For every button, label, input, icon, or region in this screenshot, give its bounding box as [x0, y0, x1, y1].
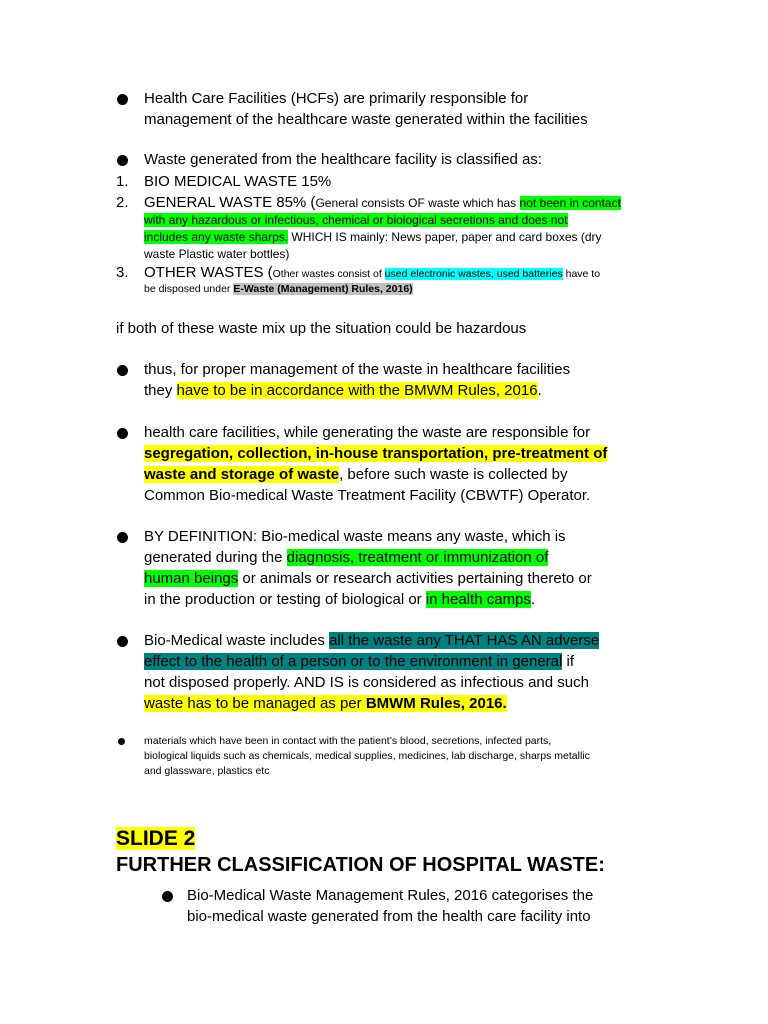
- definition-line-3: [144, 568, 592, 589]
- general-waste-label: GENERAL WASTE 85% (: [144, 194, 316, 211]
- list-item-bio-medical: BIO MEDICAL WASTE 15%: [144, 173, 332, 190]
- text: .: [530, 591, 536, 608]
- includes-line-3: not disposed properly. AND IS is considered as infectious and such: [144, 674, 589, 691]
- slide-label: [116, 826, 195, 852]
- general-waste-desc: WHICH IS mainly: News paper, paper and card boxes (dry: [288, 230, 602, 244]
- materials-line-3: and glassware, plastics etc: [144, 765, 270, 777]
- management-line-1: thus, for proper management of the waste in healthcare facilities: [144, 361, 571, 378]
- management-line-2: [144, 380, 542, 401]
- list-number-2: 2.: [116, 194, 129, 211]
- text: they: [144, 382, 177, 399]
- general-waste-desc: General consists OF waste which has: [315, 196, 520, 210]
- includes-line-2: [144, 651, 574, 672]
- responsibility-line-4: Common Bio-medical Waste Treatment Facility (CBWTF) Operator.: [144, 487, 591, 504]
- responsibility-line-3: [144, 464, 568, 485]
- highlight-green: with any hazardous or infectious, chemical or biological secretions and does not: [144, 213, 568, 227]
- highlight-yellow: waste and storage of waste: [144, 466, 340, 483]
- slide-heading: FURTHER CLASSIFICATION OF HOSPITAL WASTE:: [116, 854, 605, 876]
- text: .: [537, 382, 542, 399]
- bullet: [117, 94, 128, 105]
- other-waste-desc: have to: [562, 268, 601, 280]
- text: , before such waste is collected by: [339, 466, 568, 483]
- list-number-1: 1.: [116, 173, 129, 190]
- highlight-yellow: BMWM Rules, 2016: [365, 695, 503, 712]
- bullet: [117, 428, 128, 439]
- highlight-gray: E-Waste (Management) Rules, 2016): [233, 283, 413, 295]
- text: or animals or research activities pertaining thereto or: [238, 570, 592, 587]
- list-item-other-line-1: [144, 262, 600, 283]
- bullet: [117, 532, 128, 543]
- mix-warning: if both of these waste mix up the situation could be hazardous: [116, 320, 527, 337]
- highlight-teal: effect to the health of a person or to the environment in general: [144, 653, 563, 670]
- bullet: [118, 738, 125, 745]
- highlight-yellow: SLIDE 2: [116, 827, 196, 850]
- rules-line-2: bio-medical waste generated from the health care facility into: [187, 908, 591, 925]
- highlight-yellow: segregation, collection, in-house transportation, pre-treatment of: [144, 445, 608, 462]
- highlight-green: human beings: [144, 570, 239, 587]
- definition-line-4: [144, 589, 535, 610]
- other-waste-label: OTHER WASTES (: [144, 264, 273, 281]
- highlight-green: includes any waste sharps.: [144, 230, 289, 244]
- materials-line-2: biological liquids such as chemicals, medical supplies, medicines, lab discharge, sharps metallic: [144, 750, 590, 762]
- highlight-yellow: .: [502, 695, 507, 712]
- list-item-general-line-4: waste Plastic water bottles): [144, 247, 290, 261]
- list-item-general-line-3: [144, 229, 602, 246]
- highlight-cyan: used electronic wastes, used batteries: [384, 268, 563, 280]
- list-number-3: 3.: [116, 264, 129, 281]
- classification-intro: Waste generated from the healthcare facility is classified as:: [144, 151, 542, 168]
- bullet: [117, 636, 128, 647]
- text: generated during the: [144, 549, 287, 566]
- text: Bio-Medical waste includes: [144, 632, 330, 649]
- responsibility-line-1: health care facilities, while generating the waste are responsible for: [144, 424, 591, 441]
- hcf-line-2: management of the healthcare waste generated within the facilities: [144, 111, 588, 128]
- list-item-other-line-2: [144, 282, 413, 297]
- highlight-teal: all the waste any THAT HAS AN adverse: [329, 632, 600, 649]
- text: if: [562, 653, 575, 670]
- highlight-green: not been in contact: [519, 196, 621, 210]
- highlight-green: in health camps: [425, 591, 531, 608]
- highlight-yellow: waste has to be managed as per: [144, 695, 366, 712]
- other-waste-desc: Other wastes consist of: [272, 268, 385, 280]
- bullet: [162, 891, 173, 902]
- includes-line-4: [144, 693, 507, 714]
- hcf-line-1: Health Care Facilities (HCFs) are primarily responsible for: [144, 90, 529, 107]
- highlight-green: diagnosis, treatment or immunization of: [286, 549, 549, 566]
- definition-line-1: BY DEFINITION: Bio-medical waste means any waste, which is: [144, 528, 566, 545]
- list-item-general-line-1: [144, 192, 621, 213]
- bullet: [117, 155, 128, 166]
- list-item-general-line-2: [144, 212, 568, 229]
- highlight-yellow: have to be in accordance with the BMWM Rules, 2016: [176, 382, 538, 399]
- definition-line-2: [144, 547, 548, 568]
- rules-line-1: Bio-Medical Waste Management Rules, 2016 categorises the: [187, 887, 594, 904]
- other-waste-desc: be disposed under: [144, 283, 234, 295]
- text: in the production or testing of biological or: [144, 591, 426, 608]
- responsibility-line-2: [144, 443, 607, 464]
- materials-line-1: materials which have been in contact with the patient’s blood, secretions, infected parts,: [144, 735, 552, 747]
- bullet: [117, 365, 128, 376]
- includes-line-1: [144, 630, 599, 651]
